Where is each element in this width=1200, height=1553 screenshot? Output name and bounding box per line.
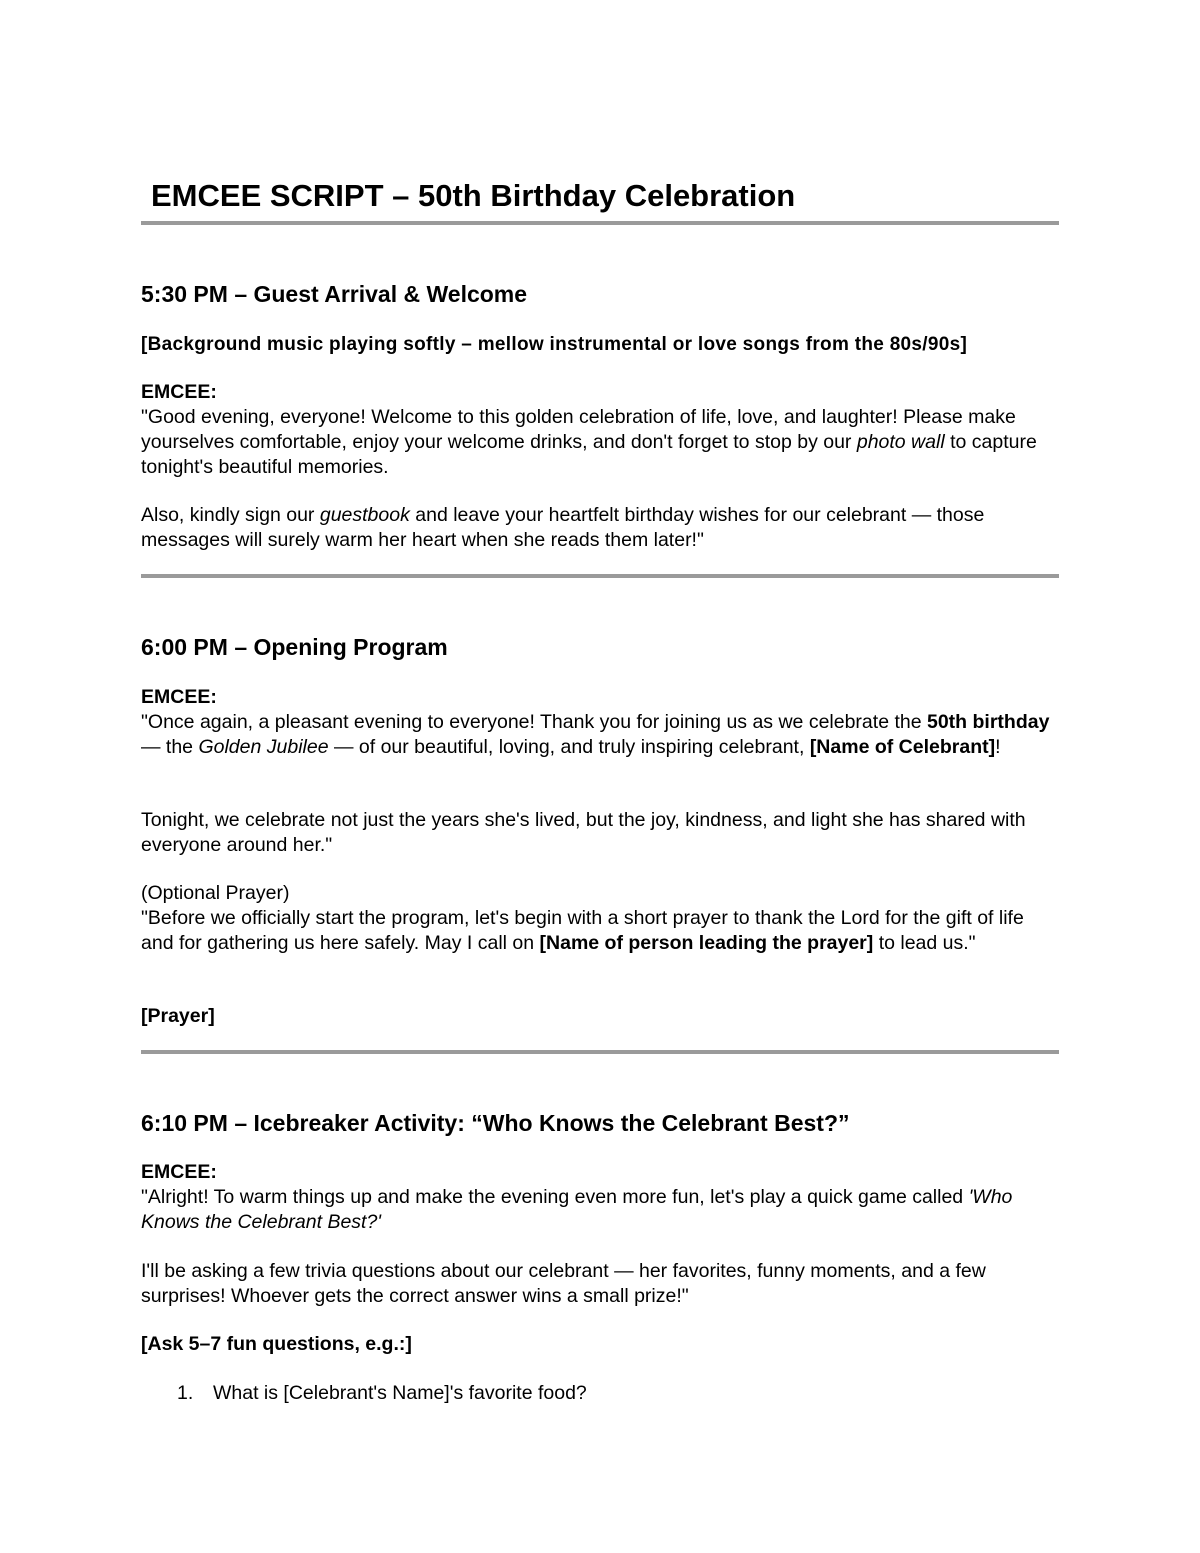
text-run: "Good evening, everyone! Welcome to this golden celebration of life, love, and laughter! Please make yourselves comfortable, enjoy your welcome drinks, and don't forget to stop by our — [141, 406, 1016, 453]
text-run: Also, kindly sign our — [141, 504, 320, 526]
emcee-line — [141, 1185, 1059, 1235]
divider-rule — [141, 1050, 1059, 1054]
emcee-line — [141, 710, 1059, 760]
prayer-cue: [Prayer] — [141, 1005, 215, 1027]
text-run: to capture tonight's beautiful memories. — [141, 431, 1037, 478]
text-run: "Once again, a pleasant evening to everyone! Thank you for joining us as we celebrate the — [141, 711, 927, 733]
section-heading-opening-program: 6:00 PM – Opening Program — [141, 634, 448, 660]
divider-rule — [141, 221, 1059, 225]
emphasis-text: Golden Jubilee — [198, 736, 329, 758]
emcee-line: Tonight, we celebrate not just the years she's lived, but the joy, kindness, and light she has shared with everyone around her." — [141, 809, 1026, 856]
text-run: — the — [141, 736, 199, 758]
emphasis-text: photo wall — [856, 431, 945, 453]
text-run: — of our beautiful, loving, and truly inspiring celebrant, — [328, 736, 810, 758]
text-run: "Before we officially start the program, let's begin with a short prayer to thank the Lord for the gift of life and for gathering us here safely. May I call on — [141, 907, 1024, 954]
section-heading-icebreaker: 6:10 PM – Icebreaker Activity: “Who Knows the Celebrant Best?” — [141, 1110, 850, 1136]
optional-prayer-label: (Optional Prayer) — [141, 882, 290, 904]
document-title: EMCEE SCRIPT – 50th Birthday Celebration — [151, 178, 796, 213]
speaker-label: EMCEE: — [141, 686, 217, 708]
text-run: to lead us." — [873, 932, 976, 954]
text-run: and leave your heartfelt birthday wishes for our celebrant — those messages will surely warm her heart when she reads them later!" — [141, 504, 985, 551]
section-heading-guest-arrival: 5:30 PM – Guest Arrival & Welcome — [141, 281, 528, 307]
list-number: 1. — [177, 1382, 194, 1404]
list-item — [177, 1381, 587, 1406]
emcee-line — [141, 405, 1059, 480]
emphasis-text: 'Who Knows the Celebrant Best?' — [141, 1186, 1013, 1233]
text-run: ! — [995, 736, 1001, 758]
stage-direction: [Background music playing softly – mellow instrumental or love songs from the 80s/90s] — [141, 334, 968, 355]
text-run: "Alright! To warm things up and make the evening even more fun, let's play a quick game called — [141, 1186, 969, 1208]
emcee-line — [141, 906, 1059, 956]
bold-text: [Name of Celebrant] — [809, 736, 996, 758]
emphasis-text: guestbook — [319, 504, 410, 526]
emcee-line — [141, 503, 1059, 553]
bold-text: [Name of person leading the prayer] — [539, 932, 874, 954]
list-text: What is [Celebrant's Name]'s favorite food? — [213, 1382, 587, 1404]
bold-text: 50th birthday — [926, 711, 1050, 733]
speaker-label: EMCEE: — [141, 381, 217, 403]
divider-rule — [141, 574, 1059, 578]
emcee-line: I'll be asking a few trivia questions about our celebrant — her favorites, funny moments, and a few surprises! Whoever gets the correct answer wins a small prize!" — [141, 1260, 986, 1307]
activity-cue: [Ask 5–7 fun questions, e.g.:] — [141, 1333, 412, 1355]
speaker-label: EMCEE: — [141, 1161, 217, 1183]
